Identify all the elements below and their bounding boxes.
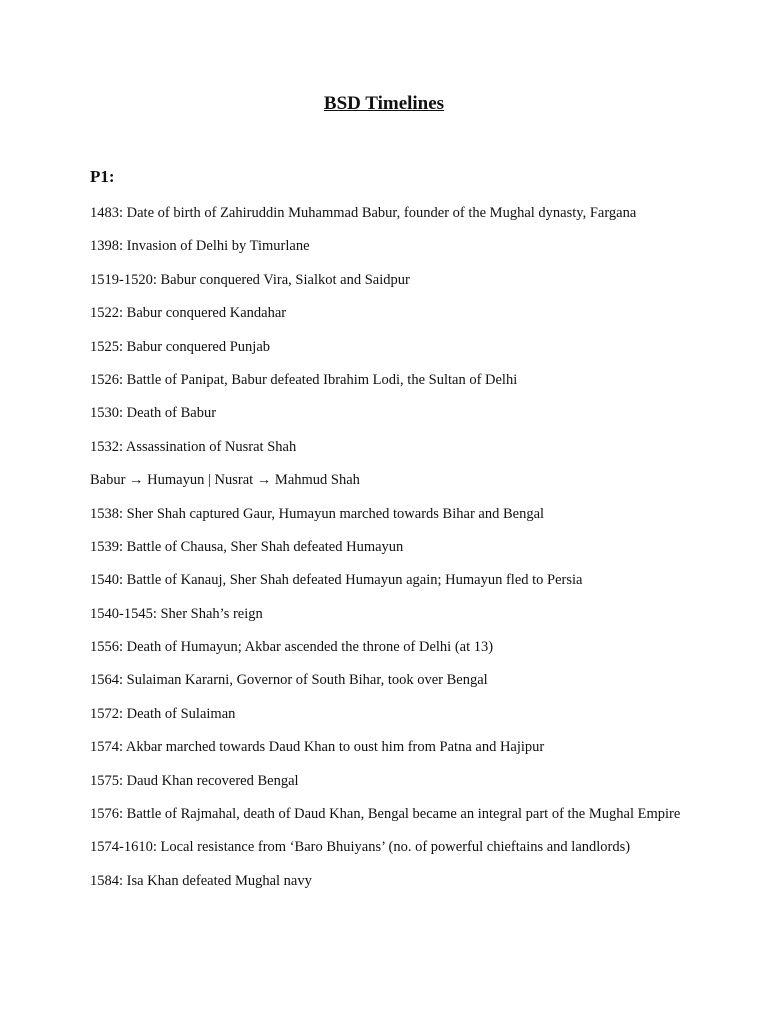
timeline-entry: 1525: Babur conquered Punjab — [90, 338, 271, 355]
timeline-list — [90, 203, 690, 904]
timeline-entry: 1584: Isa Khan defeated Mughal navy — [90, 872, 312, 889]
timeline-entry: 1540: Battle of Kanauj, Sher Shah defeated Humayun again; Humayun fled to Persia — [90, 572, 583, 589]
timeline-entry: 1526: Battle of Panipat, Babur defeated Ibrahim Lodi, the Sultan of Delhi — [90, 371, 518, 388]
timeline-entry: 1576: Battle of Rajmahal, death of Daud Khan, Bengal became an integral part of the Mughal Empire — [90, 806, 681, 823]
timeline-entry: 1556: Death of Humayun; Akbar ascended the throne of Delhi (at 13) — [90, 639, 494, 656]
timeline-entry: 1522: Babur conquered Kandahar — [90, 305, 287, 322]
succession-note: Babur → Humayun | Nusrat → Mahmud Shah — [90, 472, 360, 489]
timeline-entry: 1564: Sulaiman Kararni, Governor of South Bihar, took over Bengal — [90, 672, 488, 689]
timeline-entry: 1574-1610: Local resistance from ‘Baro Bhuiyans’ (no. of powerful chieftains and landlords) — [90, 839, 631, 856]
timeline-entry: 1539: Battle of Chausa, Sher Shah defeated Humayun — [90, 538, 404, 555]
timeline-entry: 1538: Sher Shah captured Gaur, Humayun marched towards Bihar and Bengal — [90, 505, 545, 522]
timeline-entry: 1519-1520: Babur conquered Vira, Sialkot and Saidpur — [90, 271, 410, 288]
timeline-entry: 1532: Assassination of Nusrat Shah — [90, 438, 297, 455]
timeline-entry: 1530: Death of Babur — [90, 405, 217, 422]
timeline-entry: 1572: Death of Sulaiman — [90, 705, 236, 722]
document-title: BSD Timelines — [323, 93, 445, 114]
section-heading: P1: — [90, 167, 115, 186]
timeline-entry: 1575: Daud Khan recovered Bengal — [90, 772, 299, 789]
timeline-entry: 1540-1545: Sher Shah’s reign — [90, 605, 263, 622]
timeline-entry: 1574: Akbar marched towards Daud Khan to oust him from Patna and Hajipur — [90, 739, 545, 756]
timeline-entry: 1483: Date of birth of Zahiruddin Muhammad Babur, founder of the Mughal dynasty, Fargana — [90, 205, 637, 221]
timeline-entry: 1398: Invasion of Delhi by Timurlane — [90, 238, 310, 255]
